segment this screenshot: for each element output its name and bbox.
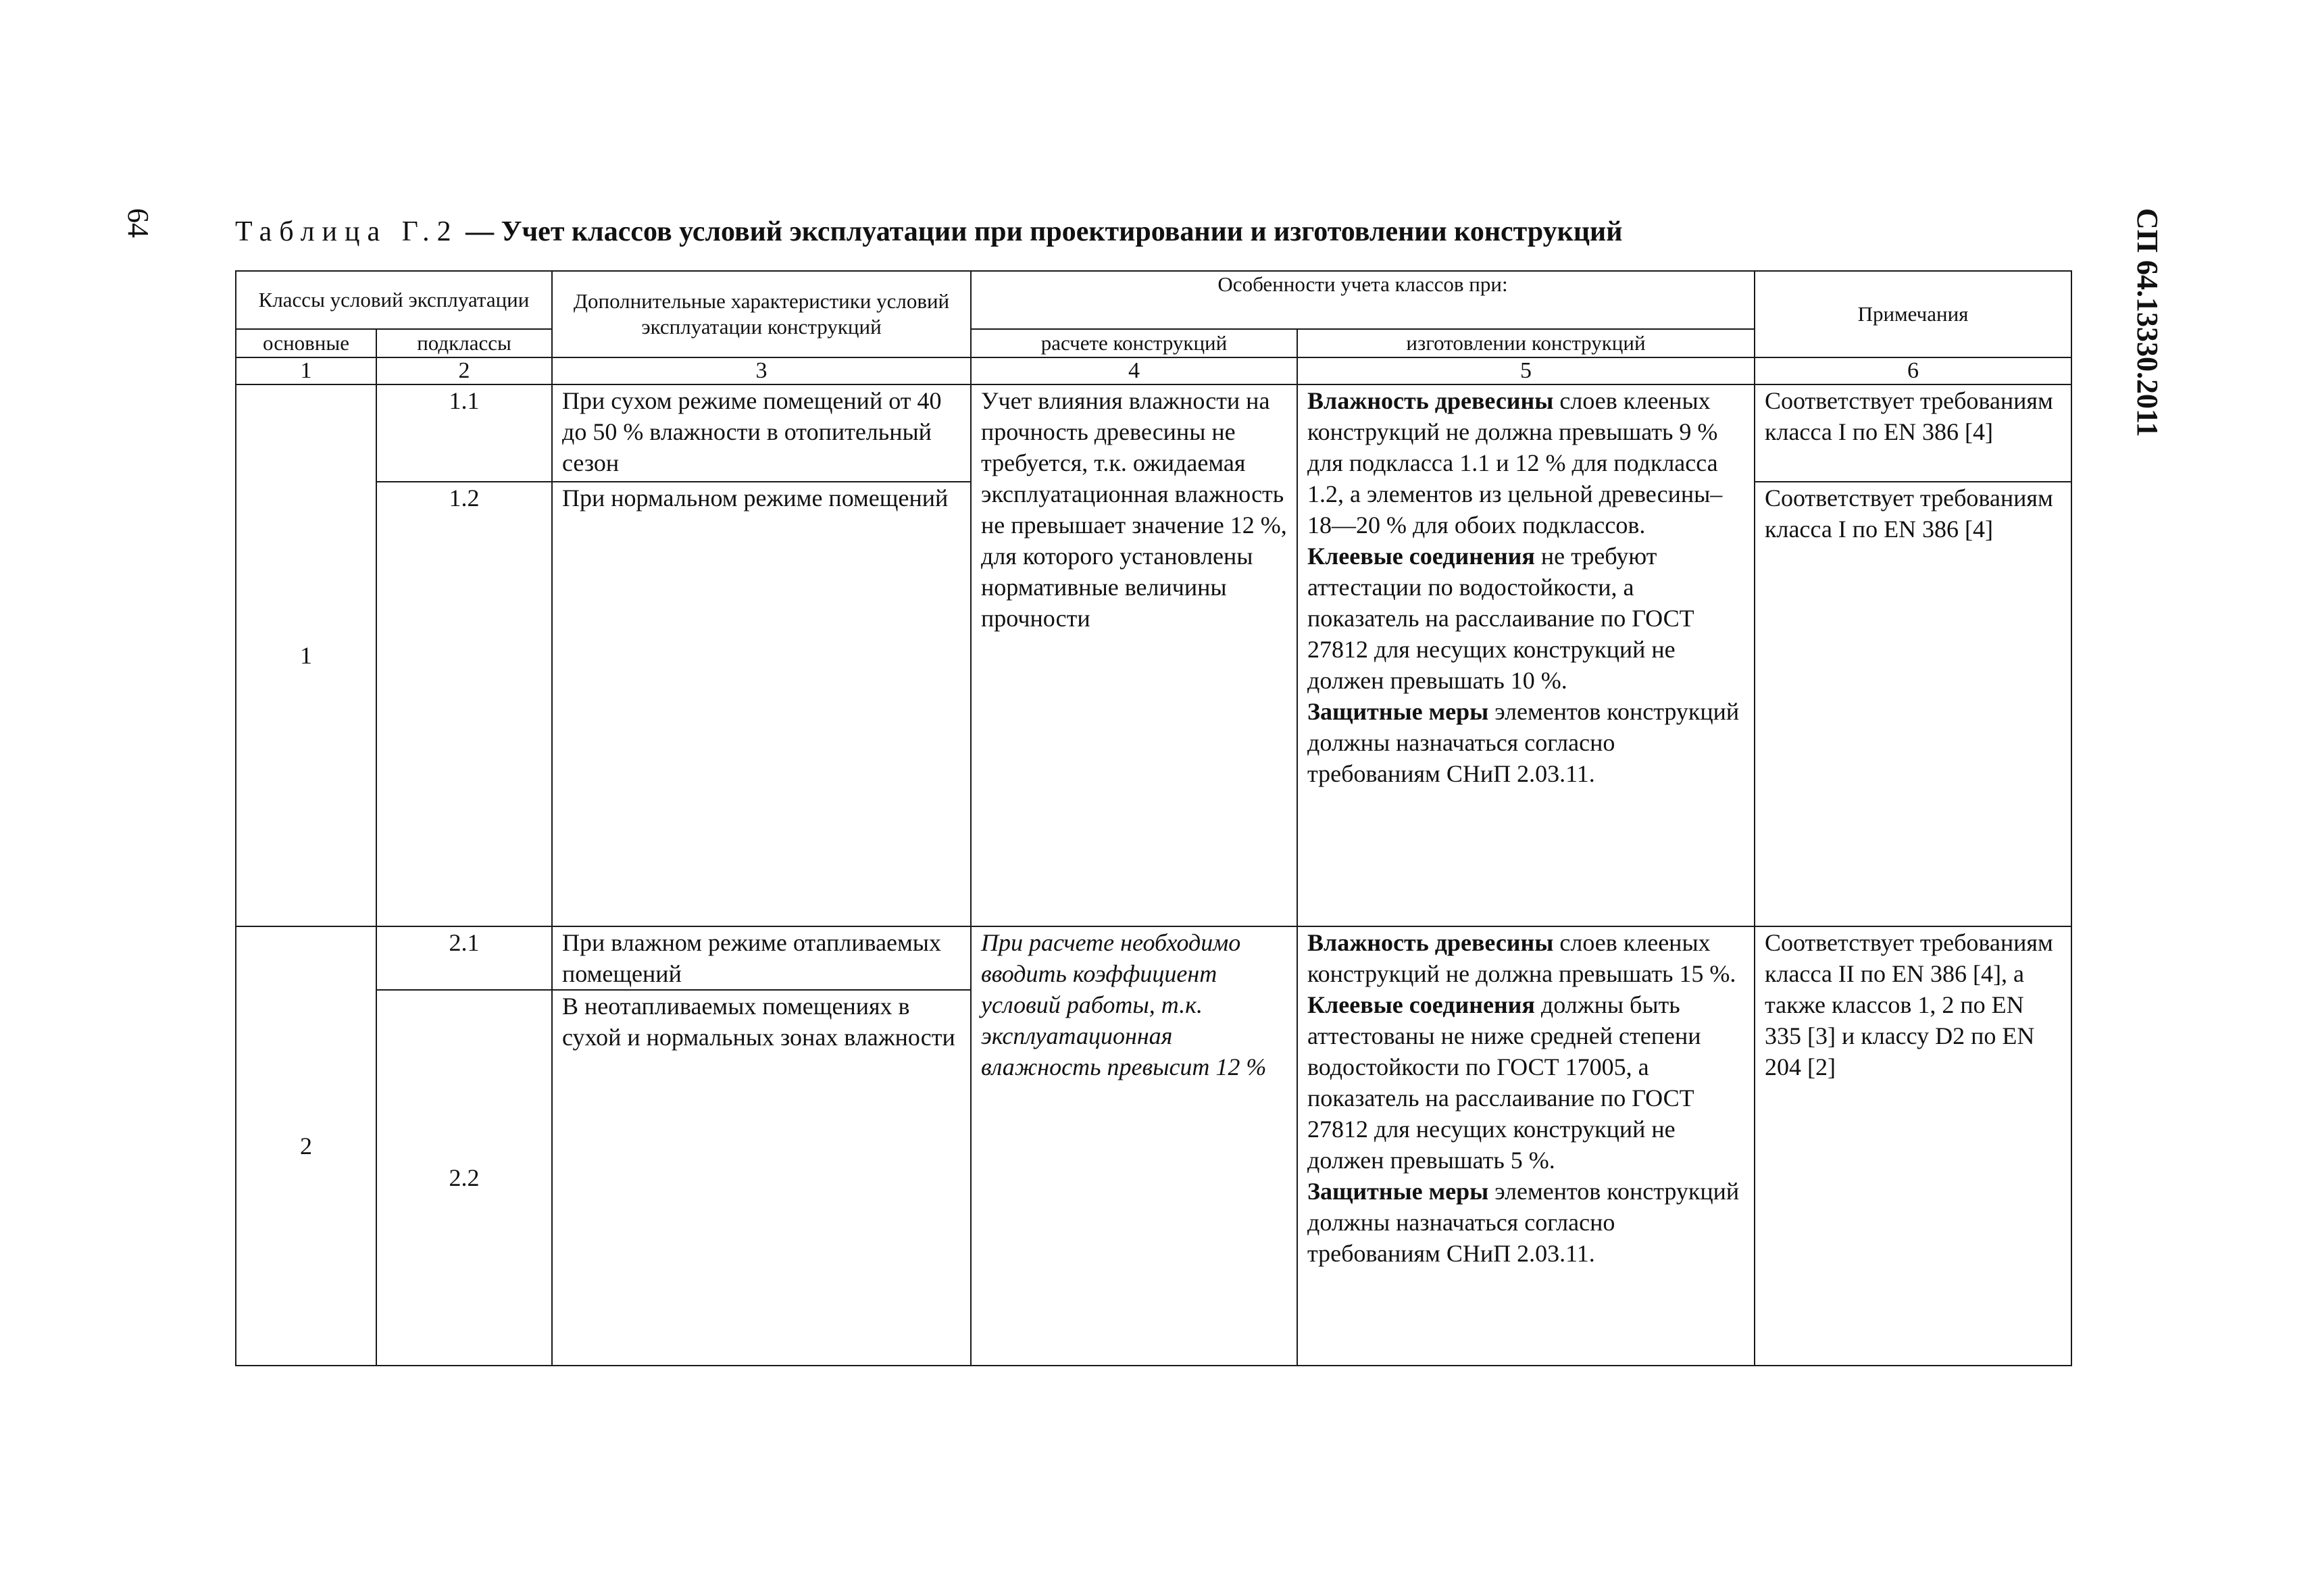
manuf-text: слоев клееных конструкций не должна превышать 15 %. <box>1307 929 1736 987</box>
caption-title: — Учет классов условий эксплуатации при проектировании и изготовлении конструкций <box>466 216 1623 247</box>
column-number: 2 <box>376 357 552 384</box>
column-numbers-row <box>236 357 2071 384</box>
header-classes: Классы условий эксплуатации <box>236 271 552 329</box>
header-row-1 <box>236 271 2071 329</box>
subclass-cell: 2.1 <box>376 926 552 990</box>
column-number: 1 <box>236 357 376 384</box>
page-number: 64 <box>122 208 155 238</box>
header-main: основные <box>236 329 376 357</box>
conditions-table <box>235 270 2072 1366</box>
header-calc: расчете конструкций <box>971 329 1297 357</box>
table-caption <box>235 215 1622 249</box>
header-manuf: изготовлении конструкций <box>1297 329 1755 357</box>
column-number: 6 <box>1755 357 2071 384</box>
header-notes: Примечания <box>1755 271 2071 357</box>
calc-cell <box>971 926 1297 1366</box>
description-cell: При влажном режиме отапливаемых помещений <box>552 926 971 990</box>
column-number: 3 <box>552 357 971 384</box>
table-row <box>236 926 2071 990</box>
manuf-bold: Клеевые соединения <box>1307 991 1535 1018</box>
manuf-text: слоев клееных конструкций не должна превышать 9 % для подкласса 1.1 и 12 % для подкласса 1.2, а элементов из цельной древесины–18—20 % для обоих подклассов. <box>1307 387 1723 539</box>
manuf-bold: Клеевые соединения <box>1307 543 1535 570</box>
manuf-bold: Защитные меры <box>1307 1178 1489 1205</box>
header-extra: Дополнительные характеристики условий эксплуатации конструкций <box>552 271 971 357</box>
note-cell: Соответствует требованиям класса II по EN 386 [4], а также классов 1, 2 по EN 335 [3] и классу D2 по EN 204 [2] <box>1755 926 2071 1366</box>
description-cell: В неотапливаемых помещениях в сухой и нормальных зонах влажности <box>552 990 971 1366</box>
table-row <box>236 384 2071 482</box>
description-cell: При нормальном режиме помещений <box>552 482 971 926</box>
subclass-cell: 2.2 <box>376 990 552 1366</box>
column-number: 5 <box>1297 357 1755 384</box>
subclass-cell: 1.2 <box>376 482 552 926</box>
manuf-text: элементов конструкций должны назначаться согласно требованиям СНиП 2.03.11. <box>1307 1178 1740 1267</box>
manuf-cell <box>1297 384 1755 926</box>
manuf-text: не требуют аттестации по водостойкости, а показатель на расслаивание по ГОСТ 27812 для несущих конструкций не должен превышать 10 %. <box>1307 543 1694 694</box>
manuf-cell <box>1297 926 1755 1366</box>
note-cell: Соответствует требованиям класса I по EN 386 [4] <box>1755 384 2071 482</box>
manuf-bold: Защитные меры <box>1307 698 1489 725</box>
document-code: СП 64.13330.2011 <box>2131 208 2164 437</box>
header-features: Особенности учета классов при: <box>971 271 1755 329</box>
caption-label: Таблица Г.2 <box>235 216 459 247</box>
note-cell: Соответствует требованиям класса I по EN 386 [4] <box>1755 482 2071 926</box>
manuf-text: должны быть аттестованы не ниже средней степени водостойкости по ГОСТ 17005, а показатель на расслаивание по ГОСТ 27812 для несущих конструкций не должен превышать 5 %. <box>1307 991 1701 1174</box>
calc-cell: Учет влияния влажности на прочность древесины не требуется, т.к. ожидаемая эксплуатационная влажность не превышает значение 12 %, для которого установлены нормативные величины прочности <box>971 384 1297 926</box>
manuf-text: элементов конструкций должны назначаться согласно требованиям СНиП 2.03.11. <box>1307 698 1740 787</box>
manuf-bold: Влажность древесины <box>1307 929 1554 956</box>
header-sub: подклассы <box>376 329 552 357</box>
subclass-cell: 1.1 <box>376 384 552 482</box>
description-cell: При сухом режиме помещений от 40 до 50 % влажности в отопительный сезон <box>552 384 971 482</box>
column-number: 4 <box>971 357 1297 384</box>
calc-text: При расчете необходимо вводить коэффициент условий работы, т.к. эксплуатационная влажность превысит 12 % <box>981 929 1267 1080</box>
main-class-cell: 2 <box>236 926 376 1366</box>
manuf-bold: Влажность древесины <box>1307 387 1554 414</box>
main-class-cell: 1 <box>236 384 376 926</box>
